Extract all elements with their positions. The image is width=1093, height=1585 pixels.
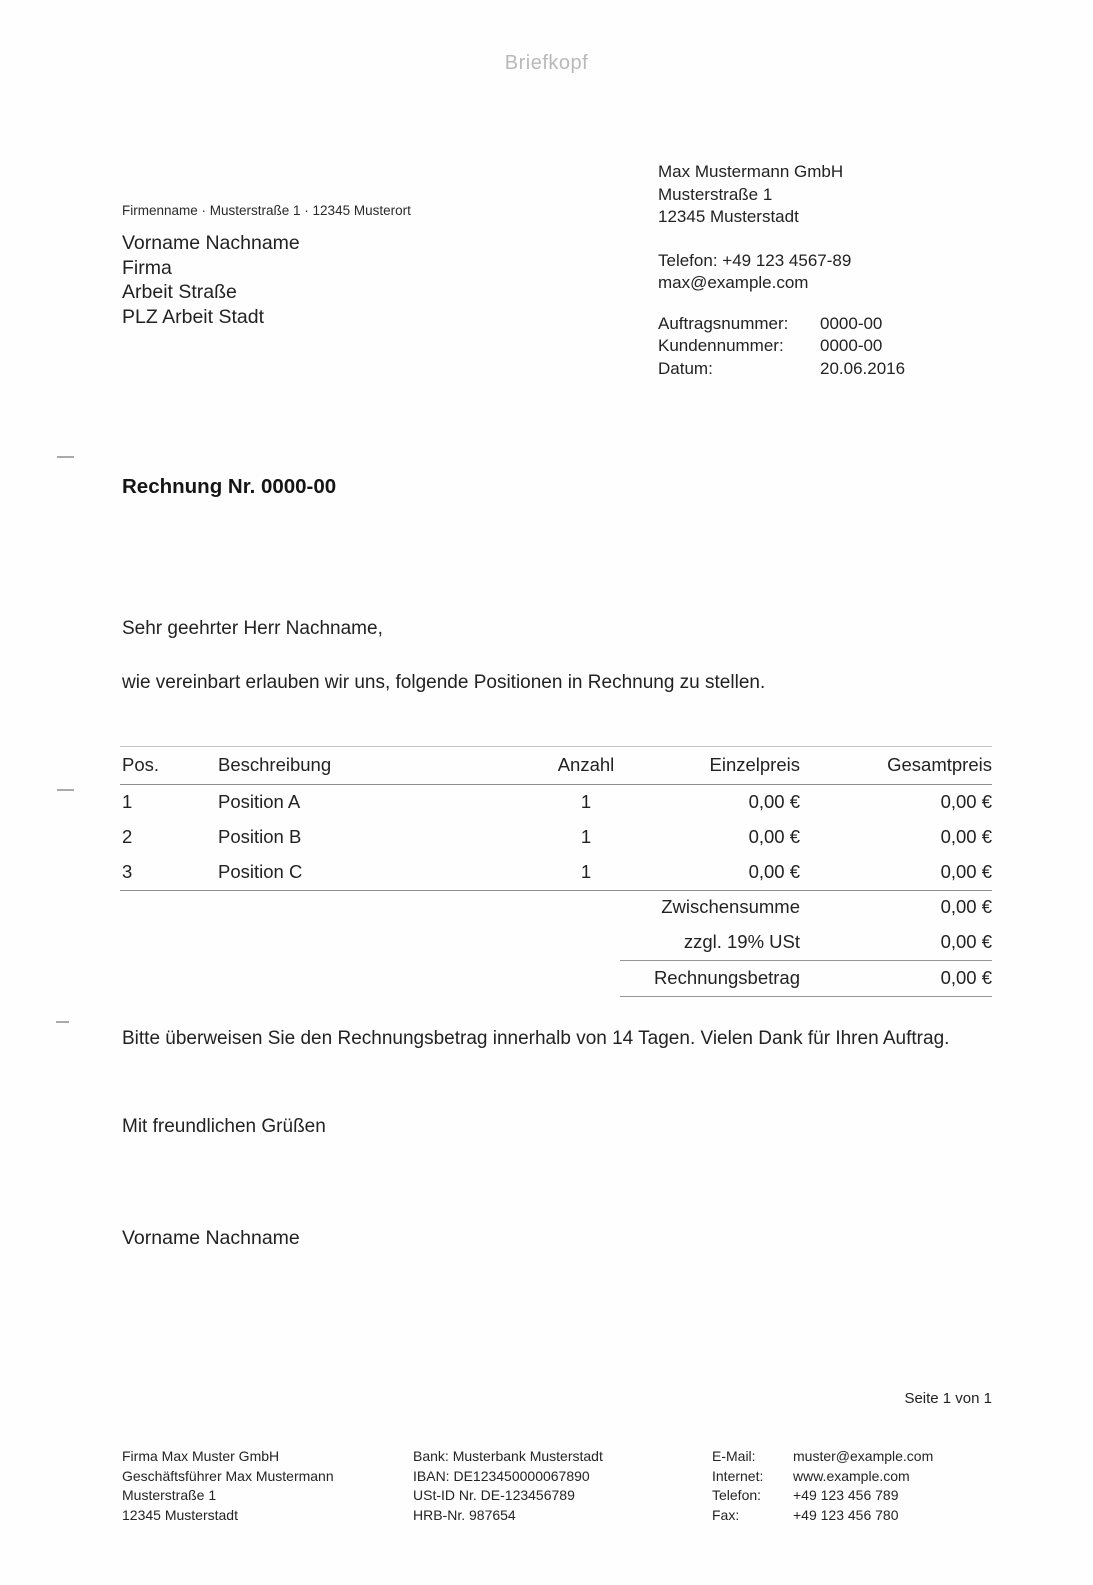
recipient-city: PLZ Arbeit Stadt (122, 305, 264, 328)
footer-managing-director: Geschäftsführer Max Mustermann (122, 1467, 334, 1484)
item-qty: 1 (580, 861, 592, 882)
salutation-text: Sehr geehrter Herr Nachname, (122, 618, 383, 639)
subtotal-label: Zwischensumme (661, 896, 800, 917)
sender-contact (658, 250, 905, 295)
footer-internet-row (712, 1467, 933, 1487)
sender-phone: Telefon: +49 123 4567-89 (658, 250, 852, 270)
invoice-title: Rechnung Nr. 0000-00 (122, 475, 337, 498)
item-qty: 1 (580, 791, 592, 812)
item-total: 0,00 € (940, 861, 992, 882)
footer-phone-label: Telefon: (712, 1487, 762, 1503)
footer-company-column (122, 1447, 334, 1525)
intro-text: wie vereinbart erlauben wir uns, folgende Positionen in Rechnung zu stellen. (122, 672, 766, 693)
footer-bank: Bank: Musterbank Musterstadt (413, 1448, 603, 1464)
date-value: 20.06.2016 (820, 358, 906, 378)
page-number: Seite 1 von 1 (904, 1390, 992, 1407)
item-unit-price: 0,00 € (748, 826, 800, 847)
footer-internet-label: Internet: (712, 1467, 764, 1484)
sender-info-block (658, 161, 905, 380)
item-total: 0,00 € (940, 791, 992, 812)
item-description: Position A (218, 791, 301, 812)
sender-address (658, 161, 905, 229)
footer-contact-column (712, 1447, 933, 1525)
vat-row (620, 925, 992, 961)
footer-vat-id: USt-ID Nr. DE-123456789 (413, 1487, 575, 1503)
sender-street: Musterstraße 1 (658, 184, 773, 204)
signature-name: Vorname Nachname (122, 1227, 300, 1249)
item-total: 0,00 € (940, 826, 992, 847)
customer-number-label: Kundennummer: (658, 336, 784, 355)
table-header-row (120, 746, 992, 785)
column-header-total-price: Gesamtpreis (887, 754, 992, 775)
date-label: Datum: (658, 358, 713, 378)
vat-value: 0,00 € (940, 931, 992, 952)
fold-mark (57, 789, 74, 791)
table-row (120, 785, 992, 820)
table-body (120, 785, 992, 891)
item-qty: 1 (580, 826, 592, 847)
recipient-company: Firma (122, 256, 172, 279)
sender-email: max@example.com (658, 273, 809, 292)
footer-company-name: Firma Max Muster GmbH (122, 1448, 280, 1464)
vat-label: zzgl. 19% USt (683, 931, 800, 952)
order-number-label: Auftragsnummer: (658, 313, 789, 333)
subtotal-value: 0,00 € (940, 896, 992, 917)
footer-city: 12345 Musterstadt (122, 1506, 238, 1523)
footer-phone-value: +49 123 456 789 (793, 1487, 899, 1503)
order-meta (658, 313, 905, 381)
footer-phone-row (712, 1486, 933, 1506)
item-unit-price: 0,00 € (748, 861, 800, 882)
customer-number-row (658, 335, 905, 358)
item-description: Position B (218, 826, 302, 847)
briefkopf-watermark: Briefkopf (504, 52, 589, 74)
column-header-pos: Pos. (122, 754, 160, 775)
order-number-value: 0000-00 (820, 313, 883, 333)
table-row (120, 855, 992, 890)
footer-fax-label: Fax: (712, 1506, 740, 1523)
column-header-unit-price: Einzelpreis (709, 754, 800, 775)
date-row (658, 358, 905, 381)
footer-street: Musterstraße 1 (122, 1487, 217, 1503)
subtotal-row (620, 890, 992, 925)
footer-fax-value: +49 123 456 780 (793, 1506, 899, 1523)
item-pos: 2 (122, 826, 133, 847)
footer-email-row (712, 1447, 933, 1467)
closing-regards: Mit freundlichen Grüßen (122, 1116, 326, 1137)
item-pos: 3 (122, 861, 133, 882)
recipient-street: Arbeit Straße (122, 281, 237, 303)
footer-hrb: HRB-Nr. 987654 (413, 1506, 516, 1523)
column-header-description: Beschreibung (218, 754, 332, 775)
sender-city: 12345 Musterstadt (658, 207, 799, 226)
footer-email-label: E-Mail: (712, 1448, 756, 1464)
customer-number-value: 0000-00 (820, 336, 883, 355)
table-row (120, 820, 992, 855)
fold-mark (57, 456, 74, 458)
order-number-row (658, 313, 905, 336)
recipient-name: Vorname Nachname (122, 232, 300, 254)
invoice-items-table (120, 746, 992, 891)
item-description: Position C (218, 861, 303, 882)
sender-company: Max Mustermann GmbH (658, 162, 844, 181)
return-address-line: Firmenname · Musterstraße 1 · 12345 Musterort (122, 203, 411, 218)
item-unit-price: 0,00 € (748, 791, 800, 812)
invoice-summary (620, 890, 992, 997)
footer-fax-row (712, 1506, 933, 1526)
item-pos: 1 (122, 791, 133, 812)
column-header-qty: Anzahl (557, 754, 615, 775)
grand-total-label: Rechnungsbetrag (653, 967, 800, 988)
footer-email-value: muster@example.com (793, 1448, 934, 1464)
payment-note: Bitte überweisen Sie den Rechnungsbetrag innerhalb von 14 Tagen. Vielen Dank für Ihren Auftrag. (122, 1028, 950, 1049)
footer-iban: IBAN: DE123450000067890 (413, 1467, 590, 1484)
grand-total-value: 0,00 € (940, 967, 992, 988)
fold-mark (56, 1021, 69, 1023)
footer-internet-value: www.example.com (793, 1467, 910, 1484)
recipient-address-block (122, 231, 300, 329)
grand-total-row (620, 961, 992, 997)
footer-bank-column (413, 1447, 603, 1525)
